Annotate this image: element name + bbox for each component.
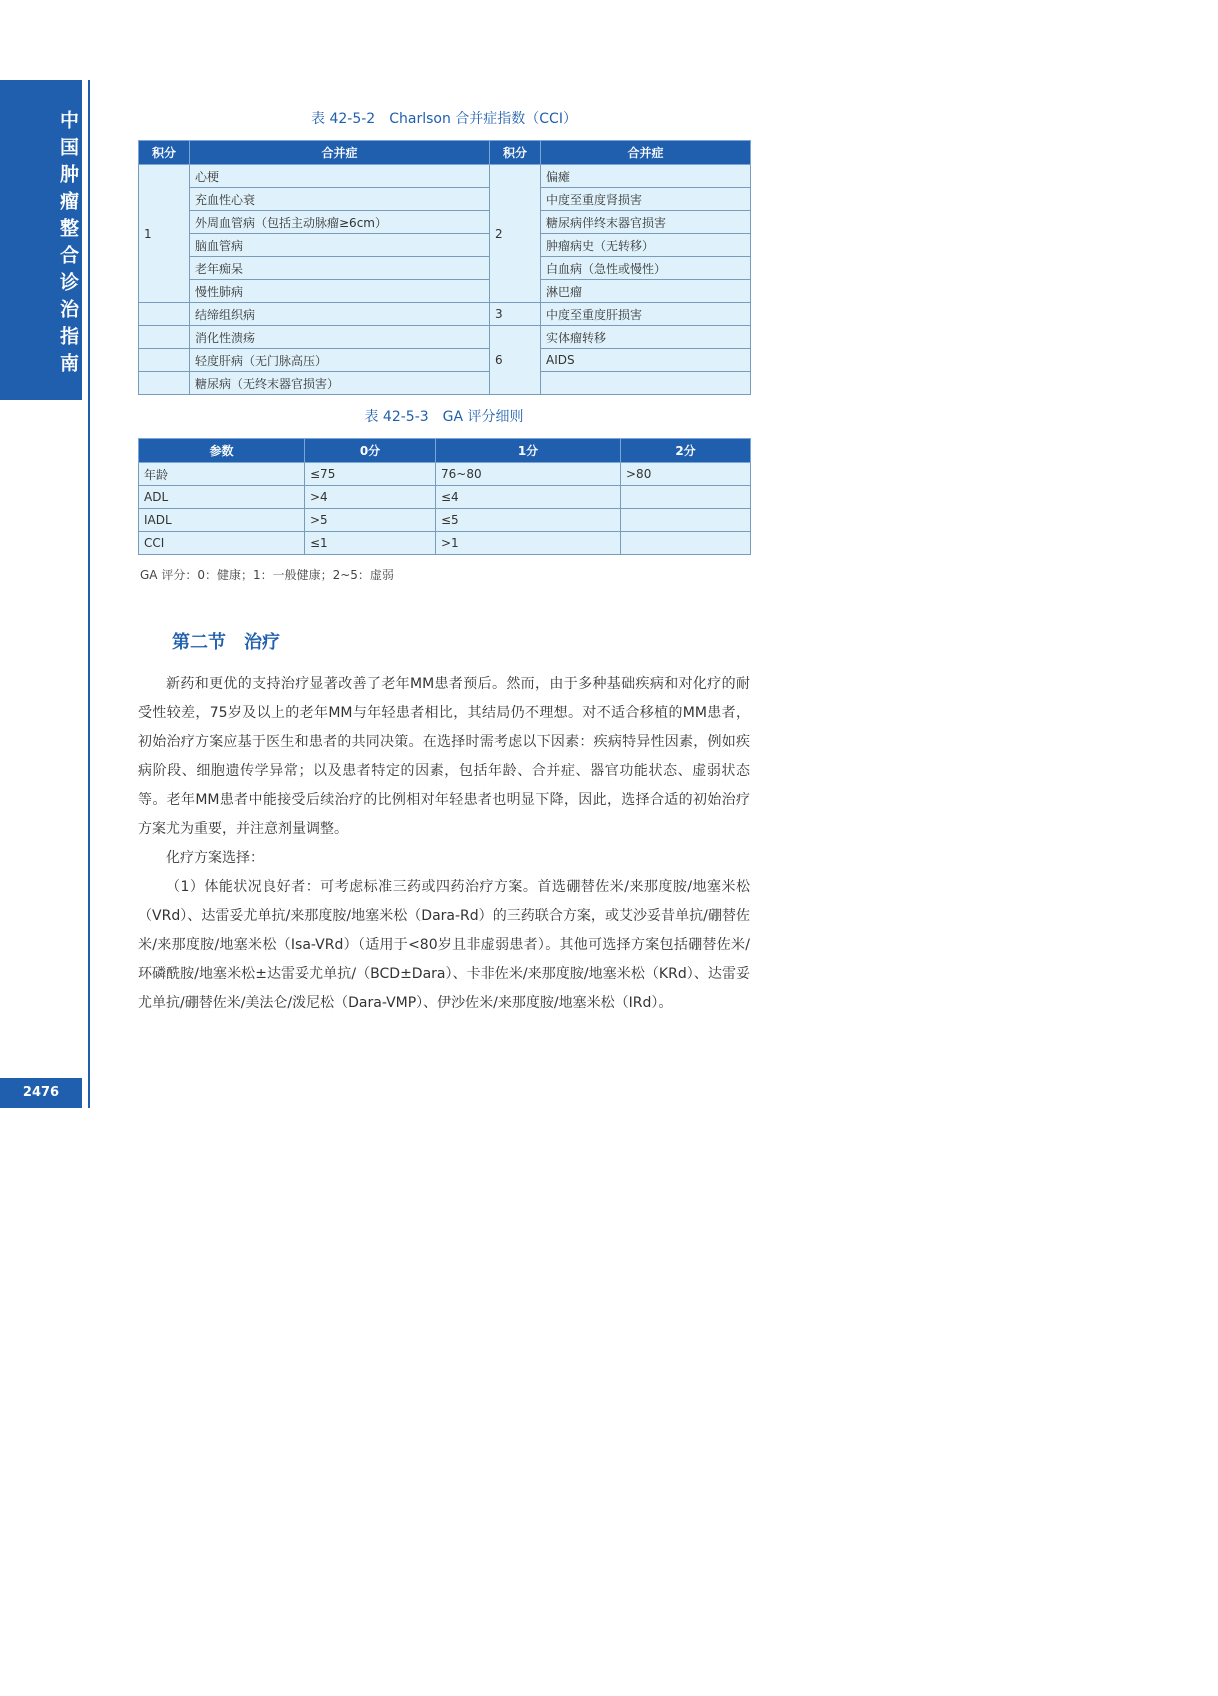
condition-cell: 淋巴瘤 [541,280,751,303]
value-cell: ≤5 [436,509,621,532]
col-header-condition: 合并症 [541,141,751,165]
value-cell: >1 [436,532,621,555]
param-cell: ADL [139,486,305,509]
score-cell: 1 [139,165,190,303]
condition-cell: 外周血管病（包括主动脉瘤≥6cm） [190,211,490,234]
col-header-param: 参数 [139,439,305,463]
condition-cell: 轻度肝病（无门脉高压） [190,349,490,372]
score-cell: 3 [490,303,541,326]
value-cell: ≤75 [305,463,436,486]
paragraph: 新药和更优的支持治疗显著改善了老年MM患者预后。然而，由于多种基础疾病和对化疗的耐受性较差，75岁及以上的老年MM与年轻患者相比，其结局仍不理想。对不适合移植的MM患者，初始治疗方案应基于医生和患者的共同决策。在选择时需考虑以下因素：疾病特异性因素，例如疾病阶段、细胞遗传学异常；以及患者特定的因素，包括年龄、合并症、器官功能状态、虚弱状态等。老年MM患者中能接受后续治疗的比例相对年轻患者也明显下降，因此，选择合适的初始治疗方案尤为重要，并注意剂量调整。 [138,676,750,837]
value-cell [621,509,751,532]
condition-cell: 偏瘫 [541,165,751,188]
table2-caption: 表 42-5-3 GA 评分细则 [364,409,524,425]
condition-cell: 老年痴呆 [190,257,490,280]
score-cell-empty [139,303,190,326]
condition-cell: 心梗 [190,165,490,188]
condition-cell: 肿瘤病史（无转移） [541,234,751,257]
table-note: GA 评分：0：健康；1：一般健康；2~5：虚弱 [140,568,394,582]
value-cell: ≤4 [436,486,621,509]
condition-cell [541,372,751,395]
condition-cell: 糖尿病伴终末器官损害 [541,211,751,234]
condition-cell: AIDS [541,349,751,372]
score-cell: 2 [490,165,541,303]
col-header-1: 1分 [436,439,621,463]
body-text [138,670,750,1018]
value-cell: >80 [621,463,751,486]
page-number: 2476 [0,1078,82,1108]
score-cell: 6 [490,326,541,395]
table1-caption: 表 42-5-2 Charlson 合并症指数（CCI） [311,111,577,127]
col-header-condition: 合并症 [190,141,490,165]
sidebar-tab [0,80,82,400]
condition-cell: 中度至重度肝损害 [541,303,751,326]
condition-cell: 脑血管病 [190,234,490,257]
value-cell: 76~80 [436,463,621,486]
col-header-score: 积分 [139,141,190,165]
table-row [139,486,751,509]
condition-cell: 糖尿病（无终末器官损害） [190,372,490,395]
paragraph: （1）体能状况良好者：可考虑标准三药或四药治疗方案。首选硼替佐米/来那度胺/地塞米松（VRd）、达雷妥尤单抗/来那度胺/地塞米松（Dara-Rd）的三药联合方案，或艾沙妥昔单抗/硼替佐米/来那度胺/地塞米松（Isa-VRd）（适用于<80岁且非虚弱患者）。其他可选择方案包括硼替佐米/环磷酰胺/地塞米松±达雷妥尤单抗/（BCD±Dara）、卡非佐米/来那度胺/地塞米松（KRd）、达雷妥尤单抗/硼替佐米/美法仑/泼尼松（Dara-VMP）、伊沙佐米/来那度胺/地塞米松（IRd）。 [138,879,750,1011]
condition-cell: 中度至重度肾损害 [541,188,751,211]
condition-cell: 充血性心衰 [190,188,490,211]
value-cell: >4 [305,486,436,509]
cci-table [138,140,751,395]
table-row [139,463,751,486]
value-cell [621,532,751,555]
margin-rule [88,80,90,1108]
value-cell: ≤1 [305,532,436,555]
condition-cell: 实体瘤转移 [541,326,751,349]
condition-cell: 慢性肺病 [190,280,490,303]
paragraph: 化疗方案选择： [166,850,264,866]
condition-cell: 白血病（急性或慢性） [541,257,751,280]
section-heading: 第二节 治疗 [172,632,280,653]
condition-cell: 结缔组织病 [190,303,490,326]
score-cell-empty [139,326,190,349]
param-cell: 年龄 [139,463,305,486]
condition-cell: 消化性溃疡 [190,326,490,349]
param-cell: CCI [139,532,305,555]
table-row [139,532,751,555]
col-header-score: 积分 [490,141,541,165]
value-cell: >5 [305,509,436,532]
col-header-0: 0分 [305,439,436,463]
ga-table [138,438,751,555]
col-header-2: 2分 [621,439,751,463]
value-cell [621,486,751,509]
table-row [139,509,751,532]
score-cell-empty [139,372,190,395]
param-cell: IADL [139,509,305,532]
score-cell-empty [139,349,190,372]
sidebar-title: 中国肿瘤整合诊治指南 [57,110,79,380]
